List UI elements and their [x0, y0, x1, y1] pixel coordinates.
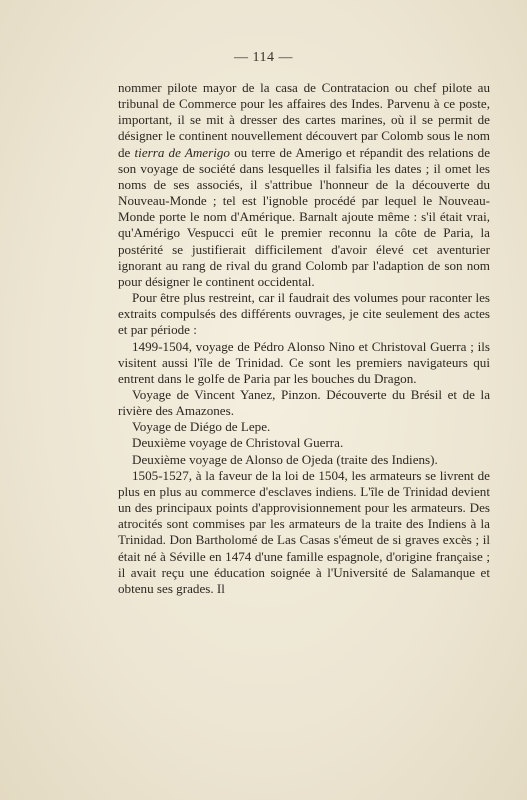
page-number: — 114 — [234, 50, 293, 65]
paragraph-1499-1504: 1499-1504, voyage de Pédro Alonso Nino et Christoval Guerra ; ils visitent aussi l'île de Trinidad. Ce sont les premiers navigateurs qui entrent dans le golfe de Paria par les bouches du Dragon. [118, 338, 490, 386]
paragraph-amerigo [118, 80, 490, 290]
paragraph-intro-periods: Pour être plus restreint, car il faudrait des volumes pour raconter les extraits compulsés des différents ouvrages, je cite seulement des actes et par période : [118, 290, 490, 338]
tierra-de-amerigo-italic: tierra de Amerigo [134, 144, 230, 160]
paragraph-diego-de-lepe: Voyage de Diégo de Lepe. [132, 419, 271, 435]
paragraph-1505-1527: 1505-1527, à la faveur de la loi de 1504, les armateurs se livrent de plus en plus au commerce d'esclaves indiens. L'île de Trinidad devient un des principaux points d'approvisionnement pour les armateurs. Des atrocités sont commises par les armateurs de la traite des Indiens à la Trinidad. Don Bartholomé de Las Casas s'émeut de si graves excès ; il était né à Séville en 1474 d'une famille espagnole, d'origine française ; il avait reçu une éducation soignée à l'Université de Salamanque et obtenu ses grades. Il [118, 467, 490, 596]
paragraph-yanez-pinzon: Voyage de Vincent Yanez, Pinzon. Découverte du Brésil et de la rivière des Amazones. [118, 386, 490, 419]
paragraph-amerigo-part1: nommer pilote mayor de la casa de Contratacion ou chef pilote au tribunal de Commerce pour les affaires des Indes. Parvenu à ce poste, important, il se mit à dresser des cartes marines, où il se permit de désigner le continent nouvellement découvert par Colomb sous le nom de [118, 80, 490, 160]
paragraph-christoval-guerra: Deuxième voyage de Christoval Guerra. [132, 435, 344, 451]
paragraph-amerigo-part2: ou terre de Amerigo et répandit des relations de son voyage de société dans lesquelles il falsifia les dates ; il omet les noms de ses associés, il s'attribue l'honneur de la découverte du Nouveau-Monde ; tel est l'ignoble procédé par lequel le Nouveau-Monde porte le nom d'Amérique. Barnalt ajoute même : s'il était vrai, qu'Amérigo Vespucci eût le premier reconnu la côte de Paria, la postérité se justifierait difficilement d'avoir élevé cet aventurier ignorant au rang de rival du grand Colomb par l'adaption de son nom pour désigner le continent occidental. [118, 144, 490, 289]
paragraph-alonso-de-ojeda: Deuxième voyage de Alonso de Ojeda (traite des Indiens). [132, 451, 438, 467]
body-text [118, 80, 490, 597]
